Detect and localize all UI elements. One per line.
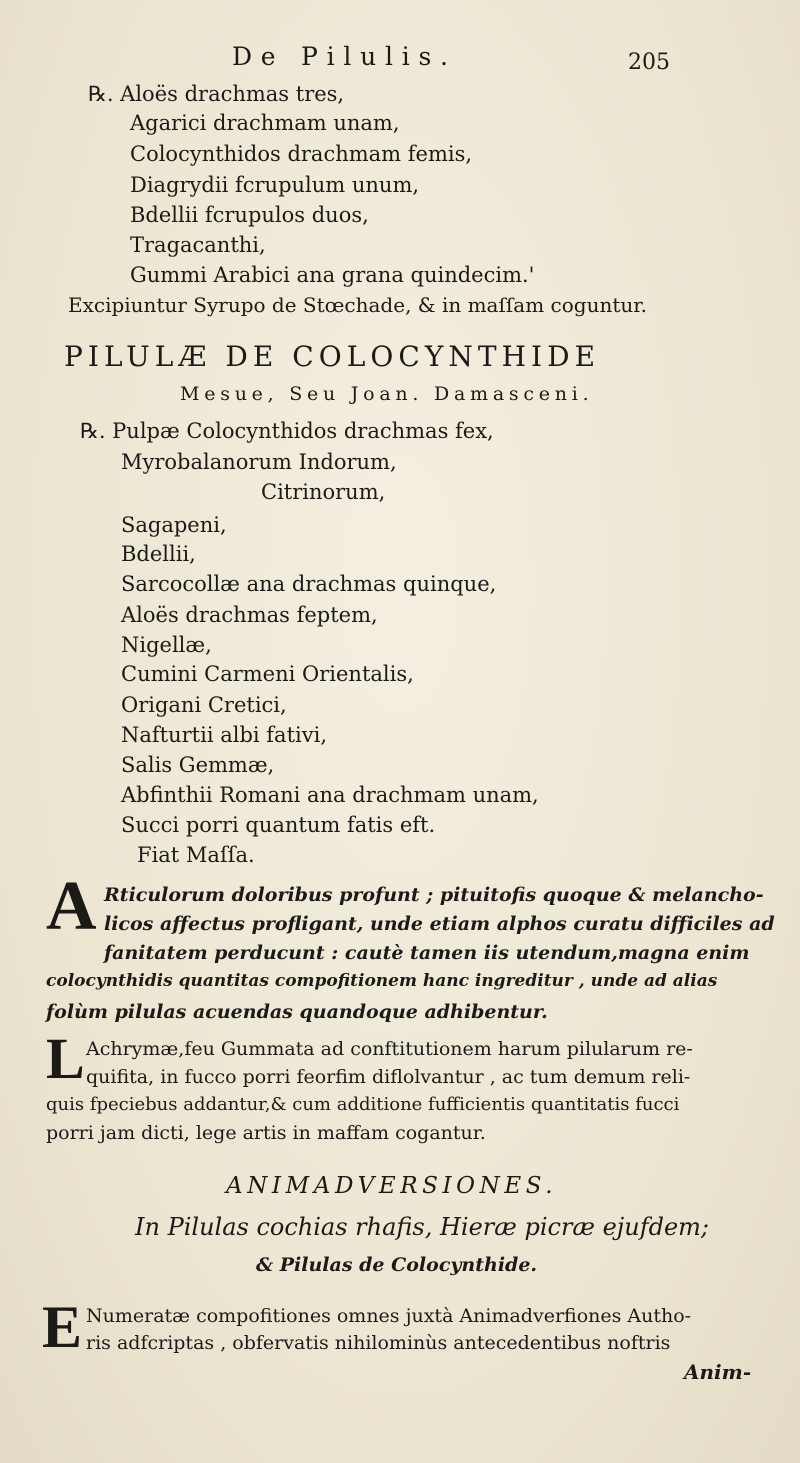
recipe-line: Diagrydii fcrupulum unum, — [130, 173, 420, 197]
recipe-line: Bdellii, — [121, 542, 196, 566]
running-head-title: De Pilulis. — [232, 42, 457, 71]
animadversiones-heading: ANIMADVERSIONES. — [226, 1173, 558, 1199]
recipe-line: Fiat Maſſa. — [137, 843, 255, 867]
recipe-line: Excipiuntur Syrupo de Stœchade, & in maſſam coguntur. — [68, 293, 647, 317]
animadversiones-subheading: In Pilulas cochias rhafis, Hieræ picræ ejufdem; — [135, 1213, 709, 1241]
paragraph-line: colocynthidis quantitas compofitionem hanc ingreditur , unde ad alias — [46, 971, 718, 991]
paragraph-line: Achrymæ,feu Gummata ad conftitutionem harum pilularum re- — [86, 1038, 693, 1060]
recipe-line: Colocynthidos drachmam femis, — [130, 142, 473, 166]
recipe-line: ℞. Aloës drachmas tres, — [88, 82, 345, 106]
paragraph-line: fanitatem perducunt : cautè tamen iis utendum,magna enim — [104, 942, 750, 964]
recipe-line: Citrinorum, — [261, 480, 386, 504]
recipe-line: Origani Cretici, — [121, 693, 287, 717]
paragraph-line: Numeratæ compofitiones omnes juxtà Animadverfiones Autho- — [86, 1305, 692, 1327]
paragraph-line: Rticulorum doloribus profunt ; pituitofis quoque & melancho- — [104, 884, 764, 906]
drop-cap: E — [42, 1294, 83, 1360]
recipe-line: Gummi Arabici ana grana quindecim.' — [130, 263, 535, 287]
recipe-line: Salis Gemmæ, — [121, 753, 275, 777]
section-title: PILULÆ DE COLOCYNTHIDE — [64, 340, 601, 373]
recipe-line: Aloës drachmas feptem, — [121, 603, 378, 627]
catchword: Anim- — [684, 1360, 752, 1384]
animadversiones-subheading: & Pilulas de Colocynthide. — [256, 1254, 538, 1276]
drop-cap: L — [46, 1026, 85, 1091]
recipe-line: Cumini Carmeni Orientalis, — [121, 662, 414, 686]
paragraph-line: quifita, in fucco porri feorfim diflolvantur , ac tum demum reli- — [86, 1066, 691, 1088]
recipe-line: Nafturtii albi fativi, — [121, 723, 327, 747]
recipe-line: Succi porri quantum fatis eft. — [121, 813, 436, 837]
drop-cap: A — [46, 868, 97, 945]
recipe-line: Abfinthii Romani ana drachmam unam, — [121, 783, 539, 807]
paragraph-line: licos affectus profligant, unde etiam alphos curatu difficiles ad — [104, 913, 775, 935]
paragraph-line: folùm pilulas acuendas quandoque adhibentur. — [46, 1001, 548, 1023]
recipe-line: Myrobalanorum Indorum, — [121, 450, 397, 474]
section-subtitle: Mesue, Seu Joan. Damasceni. — [180, 383, 594, 405]
paragraph-line: porri jam dicti, lege artis in maffam cogantur. — [46, 1122, 486, 1144]
page-number: 205 — [628, 50, 670, 75]
recipe-line: Agarici drachmam unam, — [130, 111, 400, 135]
recipe-line: Sarcocollæ ana drachmas quinque, — [121, 572, 497, 596]
recipe-line: ℞. Pulpæ Colocynthidos drachmas fex, — [80, 419, 494, 443]
recipe-line: Nigellæ, — [121, 633, 212, 657]
recipe-line: Sagapeni, — [121, 513, 227, 537]
recipe-line: Tragacanthi, — [130, 233, 266, 257]
paragraph-line: ris adfcriptas , obfervatis nihilominùs antecedentibus noftris — [86, 1332, 671, 1354]
recipe-line: Bdellii fcrupulos duos, — [130, 203, 369, 227]
paragraph-line: quis fpeciebus addantur,& cum additione fufficientis quantitatis fucci — [46, 1094, 680, 1115]
